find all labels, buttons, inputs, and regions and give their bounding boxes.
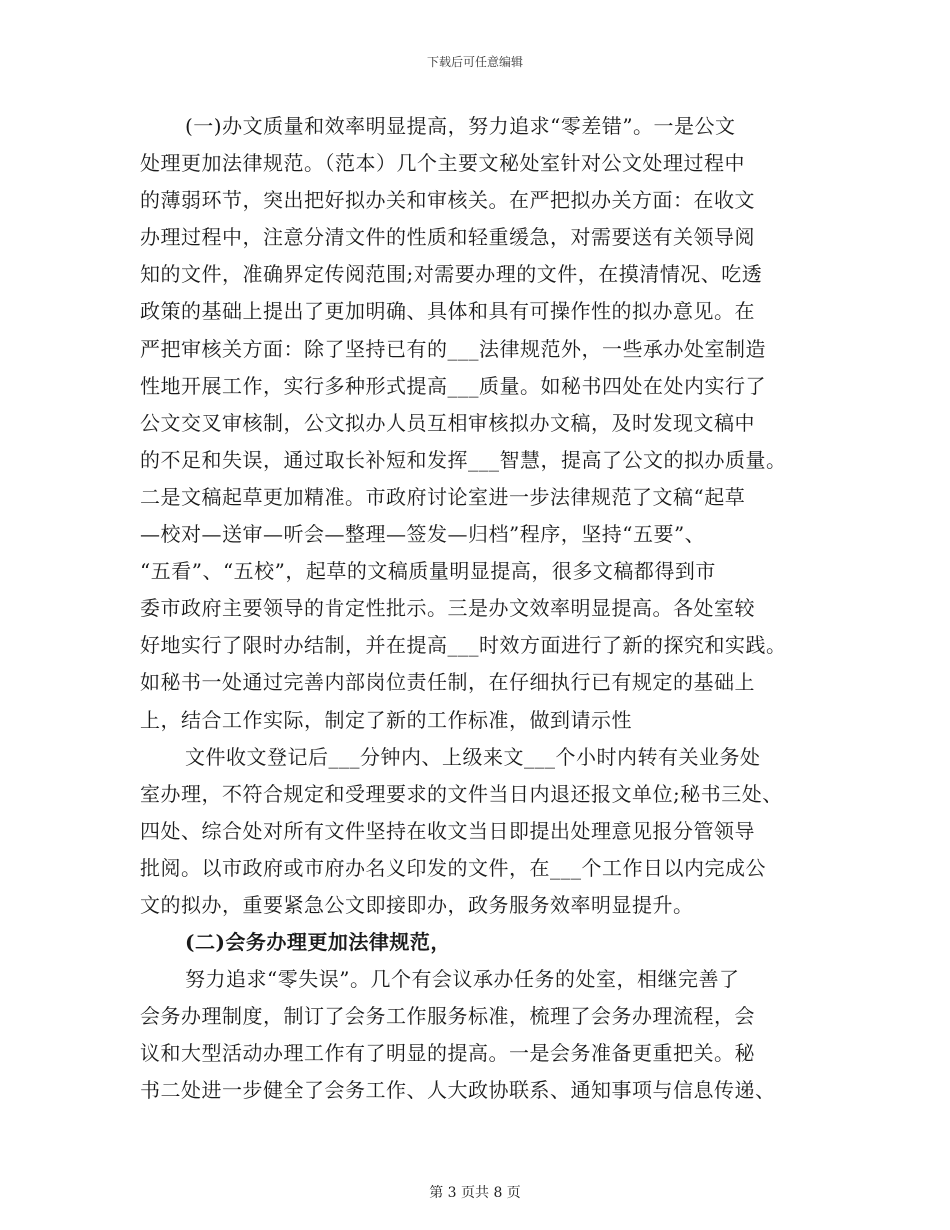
body-text-line: 如秘书一处通过完善内部岗位责任制，在仔细执行已有规定的基础上: [140, 670, 755, 695]
body-text-line: 文件收文登记后___分钟内、上级来文___个小时内转有关业务处: [185, 744, 761, 769]
body-text-line: 知的文件，准确界定传阅范围;对需要办理的文件，在摸清情况、吃透: [140, 262, 763, 287]
body-text-line: 严把审核关方面：除了坚持已有的___法律规范外，一些承办处室制造: [140, 336, 766, 361]
page-footer: 第 3 页共 8 页: [429, 1185, 521, 1201]
body-text-line: 文的拟办，重要紧急公文即接即办，政务服务效率明显提升。: [140, 892, 694, 917]
body-text-line: 努力追求“零失误”。几个有会议承办任务的处室，相继完善了: [185, 967, 740, 992]
body-text-line: (一)办文质量和效率明显提高，努力追求“零差错”。一是公文: [185, 114, 736, 138]
body-text-line: 书二处进一步健全了会务工作、人大政协联系、通知事项与信息传递、: [140, 1078, 776, 1103]
body-text-line: 四处、综合处对所有文件坚持在收文当日即提出处理意见报分管领导: [140, 818, 755, 843]
body-text-line: 室办理，不符合规定和受理要求的文件当日内退还报文单位;秘书三处、: [140, 781, 783, 806]
body-text-line: 好地实行了限时办结制，并在提高___时效方面进行了新的探究和实践。: [140, 633, 787, 658]
body-text-line: 政策的基础上提出了更加明确、具体和具有可操作性的拟办意见。在: [140, 299, 755, 324]
body-text-line: 的薄弱环节，突出把好拟办关和审核关。在严把拟办关方面：在收文: [140, 188, 755, 213]
body-text-line: 议和大型活动办理工作有了明显的提高。一是会务准备更重把关。秘: [140, 1041, 755, 1066]
body-text-line: 二是文稿起草更加精准。市政府讨论室进一步法律规范了文稿“起草: [140, 484, 746, 509]
body-text-line: 的不足和失误，通过取长补短和发挥___智慧，提高了公文的拟办质量。: [140, 447, 787, 472]
body-text-line: —校对—送审—听会—整理—签发—归档”程序，坚持“五要”、: [140, 522, 706, 547]
section-heading: (二)会务办理更加法律规范，: [185, 930, 451, 955]
body-text-line: 性地开展工作，实行多种形式提高___质量。如秘书四处在处内实行了: [140, 373, 766, 398]
body-text-line: 会务办理制度，制订了会务工作服务标准，梳理了会务办理流程，会: [140, 1004, 755, 1029]
body-text-line: 委市政府主要领导的肯定性批示。三是办文效率明显提高。各处室较: [140, 596, 755, 621]
header-note: 下载后可任意编辑: [426, 55, 523, 69]
body-text-line: 批阅。以市政府或市府办名义印发的文件，在___个工作日以内完成公: [140, 855, 766, 880]
body-text-line: 办理过程中，注意分清文件的性质和轻重缓急，对需要送有关领导阅: [140, 225, 755, 250]
body-text-line: 公文交叉审核制，公文拟办人员互相审核拟办文稿，及时发现文稿中: [140, 410, 755, 435]
body-text-line: 处理更加法律规范。（范本）几个主要文秘处室针对公文处理过程中: [140, 151, 745, 176]
body-text-line: “五看”、“五校”，起草的文稿质量明显提高，很多文稿都得到市: [140, 559, 716, 584]
document-body: [140, 108, 820, 1110]
body-text-line: 上，结合工作实际，制定了新的工作标准，做到请示性: [140, 707, 632, 732]
